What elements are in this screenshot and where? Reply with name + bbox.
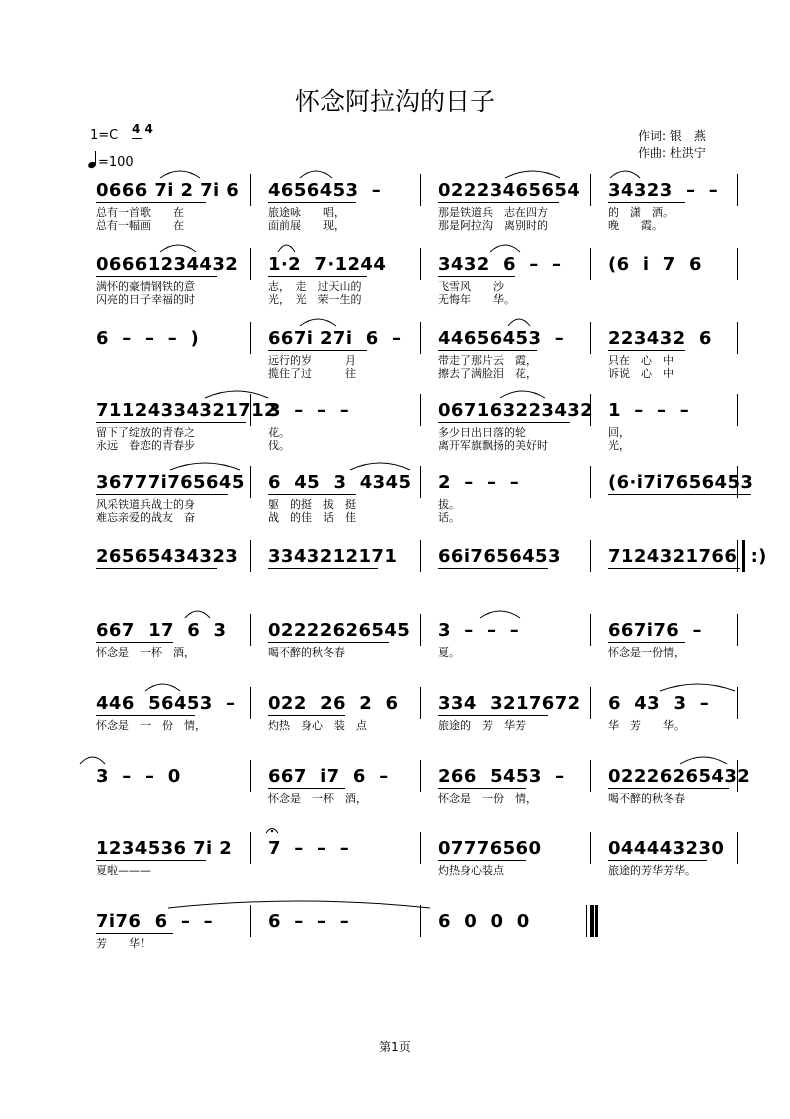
lyric-line-2: 诉说 心 中 xyxy=(608,367,674,380)
measure-notes: 334 3217672 xyxy=(438,693,581,714)
lyric-line-2: 伐。 xyxy=(268,439,290,452)
measure-notes: 1234536 7i 2 xyxy=(96,838,233,859)
slur-arc xyxy=(505,171,560,178)
measure-notes: 02223465654 xyxy=(438,180,581,201)
measure-notes: 2 – – – xyxy=(438,472,520,493)
measure-notes: 1·2 7·1244 xyxy=(268,254,387,275)
lyric-line-1: 躯 的挺 拔 挺 xyxy=(268,498,356,511)
measure-notes: 3432 6 – – xyxy=(438,254,562,275)
time-bottom: 4 xyxy=(144,122,153,136)
lyric-line-2: 话。 xyxy=(438,511,460,524)
measure-notes: 3 – – – xyxy=(268,400,350,421)
measure-notes: 667i76 – xyxy=(608,620,702,641)
slur-arc xyxy=(205,391,268,398)
time-top: 4 xyxy=(132,122,141,136)
slur-arc xyxy=(160,171,200,178)
lyric-line-1: 夏。 xyxy=(438,646,460,659)
tempo-value: =100 xyxy=(98,155,134,170)
measure-notes: 0666 7i 2 7i 6 xyxy=(96,180,240,201)
measure-notes: 223432 6 xyxy=(608,328,712,349)
lyric-line-2: 难忘亲爱的战友 奋 xyxy=(96,511,195,524)
measure-notes: 7 – – – xyxy=(268,838,350,859)
measure-notes: 4656453 – xyxy=(268,180,382,201)
lyric-line-1: 怀念是一份情， xyxy=(608,646,685,659)
lyric-line-2: 那是阿拉沟 离别时的 xyxy=(438,219,548,232)
lyric-line-1: 只在 心 中 xyxy=(608,354,674,367)
lyric-line-1: 带走了那片云 霞， xyxy=(438,354,537,367)
lyric-line-1: 风采铁道兵战士的身 xyxy=(96,498,195,511)
lyric-line-2: 擦去了满脸泪 花， xyxy=(438,367,537,380)
lyric-line-2: 战 的佳 话 佳 xyxy=(268,511,356,524)
slur-arc xyxy=(610,171,640,178)
lyric-line-1: 旅途的 芳 华芳 xyxy=(438,719,526,732)
slur-arc xyxy=(350,463,410,470)
lyric-line-1: 华 芳 华。 xyxy=(608,719,685,732)
measure-notes: 6 0 0 0 xyxy=(438,911,530,932)
slur-arc xyxy=(660,684,735,691)
measure-notes: 7i76 6 – – xyxy=(96,911,214,932)
lyric-line-1: 怀念是 一份 情， xyxy=(438,792,537,805)
fermata-dot xyxy=(271,830,273,832)
measure-notes: 6 – – – xyxy=(268,911,350,932)
lyric-line-1: 灼热 身心 装 点 xyxy=(268,719,367,732)
measure-notes: 07776560 xyxy=(438,838,542,859)
lyric-line-1: 的 潇 洒。 xyxy=(608,206,674,219)
slur-arc xyxy=(300,319,336,326)
lyric-line-1: 回， xyxy=(608,426,630,439)
measure-notes: 022 26 2 6 xyxy=(268,693,399,714)
measure-notes: 6 – – – ) xyxy=(96,328,200,349)
slur-arc xyxy=(170,463,240,470)
measure-notes: 02222626545 xyxy=(268,620,411,641)
measure-notes: 36777i765645 xyxy=(96,472,245,493)
lyric-line-1: 远行的岁 月 xyxy=(268,354,356,367)
lyric-line-1: 满怀的豪情钢铁的意 xyxy=(96,280,195,293)
measure-notes: (6·i7i7656453 xyxy=(608,472,754,493)
lyric-line-2: 闪亮的日子幸福的时 xyxy=(96,293,195,306)
lyric-line-2: 晚 霞。 xyxy=(608,219,663,232)
lyric-line-2: 光， 光 荣一生的 xyxy=(268,293,362,306)
page-number: 第1页 xyxy=(379,1040,411,1054)
lyric-line-2: 离开军旗飘扬的美好时 xyxy=(438,439,548,452)
measure-notes: 266 5453 – xyxy=(438,766,565,787)
measure-notes: 067163223432 xyxy=(438,400,594,421)
measure-notes: 667 17 6 3 xyxy=(96,620,227,641)
measure-notes: 6 43 3 – xyxy=(608,693,710,714)
measure-notes: 446 56453 – xyxy=(96,693,236,714)
lyric-line-2: 总有一幅画 在 xyxy=(96,219,184,232)
lyric-line-1: 怀念是 一杯 酒， xyxy=(268,792,367,805)
measure-notes: 34323 – – xyxy=(608,180,719,201)
measure-notes: 02226265432 xyxy=(608,766,751,787)
measure-notes: 3 – – – xyxy=(438,620,520,641)
lyric-line-1: 旅途咏 唱， xyxy=(268,206,345,219)
measure-notes: 667 i7 6 – xyxy=(268,766,389,787)
measure-notes: 1 – – – xyxy=(608,400,690,421)
lyric-line-2: 永远 眷恋的青春步 xyxy=(96,439,195,452)
lyric-line-1: 喝不醉的秋冬春 xyxy=(608,792,685,805)
measure-notes: 6 45 3 4345 xyxy=(268,472,412,493)
song-title: 怀念阿拉沟的日子 xyxy=(294,87,495,116)
slur-arc xyxy=(508,319,530,326)
lyric-line-2: 面前展 现， xyxy=(268,219,345,232)
composer: 作曲: 杜洪宁 xyxy=(638,146,706,160)
measure-notes: 044443230 xyxy=(608,838,725,859)
measure-notes: 66i7656453 xyxy=(438,546,561,567)
slur-arc xyxy=(300,171,332,178)
lyric-line-2: 光， xyxy=(608,439,630,452)
lyric-line-1: 志， 走 过天山的 xyxy=(268,280,362,293)
slur-arc xyxy=(480,611,520,618)
slur-arc xyxy=(185,611,210,618)
slur-arc xyxy=(680,757,727,764)
lyric-line-1: 旅途的芳华芳华。 xyxy=(608,864,696,877)
lyricist: 作词: 银 燕 xyxy=(638,129,706,143)
lyric-line-1: 拔。 xyxy=(438,498,460,511)
lyric-line-1: 芳 华！ xyxy=(96,937,151,950)
slur-arc xyxy=(278,245,295,252)
lyric-line-1: 留下了绽放的青春之 xyxy=(96,426,195,439)
lyric-line-1: 喝不醉的秋冬春 xyxy=(268,646,345,659)
lyric-line-2: 揽住了过 往 xyxy=(268,367,356,380)
measure-notes: 3343212171 xyxy=(268,546,398,567)
slur-arc xyxy=(80,757,105,764)
measure-notes: 71124334321712 xyxy=(96,400,277,421)
lyric-line-1: 飞雪风 沙 xyxy=(438,280,504,293)
measure-notes: 667i 27i 6 – xyxy=(268,328,402,349)
lyric-line-1: 花。 xyxy=(268,426,290,439)
lyric-line-1: 那是铁道兵 志在四方 xyxy=(438,206,548,219)
lyric-line-1: 多少日出日落的轮 xyxy=(438,426,526,439)
lyric-line-1: 夏啦——— xyxy=(96,864,151,877)
measure-notes: 7124321766 :) xyxy=(608,546,767,567)
lyric-line-1: 总有一首歌 在 xyxy=(96,206,184,219)
lyric-line-1: 灼热身心装点 xyxy=(438,864,504,877)
slur-arc xyxy=(160,245,196,252)
slur-arc xyxy=(490,245,520,252)
slur-arc xyxy=(500,391,545,398)
measure-notes: 26565434323 xyxy=(96,546,239,567)
measure-notes: 44656453 – xyxy=(438,328,565,349)
lyric-line-2: 无悔年 华。 xyxy=(438,293,515,306)
measure-notes: 06661234432 xyxy=(96,254,239,275)
slur-arc xyxy=(168,901,430,908)
lyric-line-1: 怀念是 一 份 情， xyxy=(96,719,206,732)
slur-arc xyxy=(145,684,180,691)
key-signature: 1=C xyxy=(90,128,119,143)
lyric-line-1: 怀念是 一杯 酒， xyxy=(96,646,195,659)
measure-notes: 3 – – 0 xyxy=(96,766,181,787)
measure-notes: (6 i 7 6 xyxy=(608,254,702,275)
